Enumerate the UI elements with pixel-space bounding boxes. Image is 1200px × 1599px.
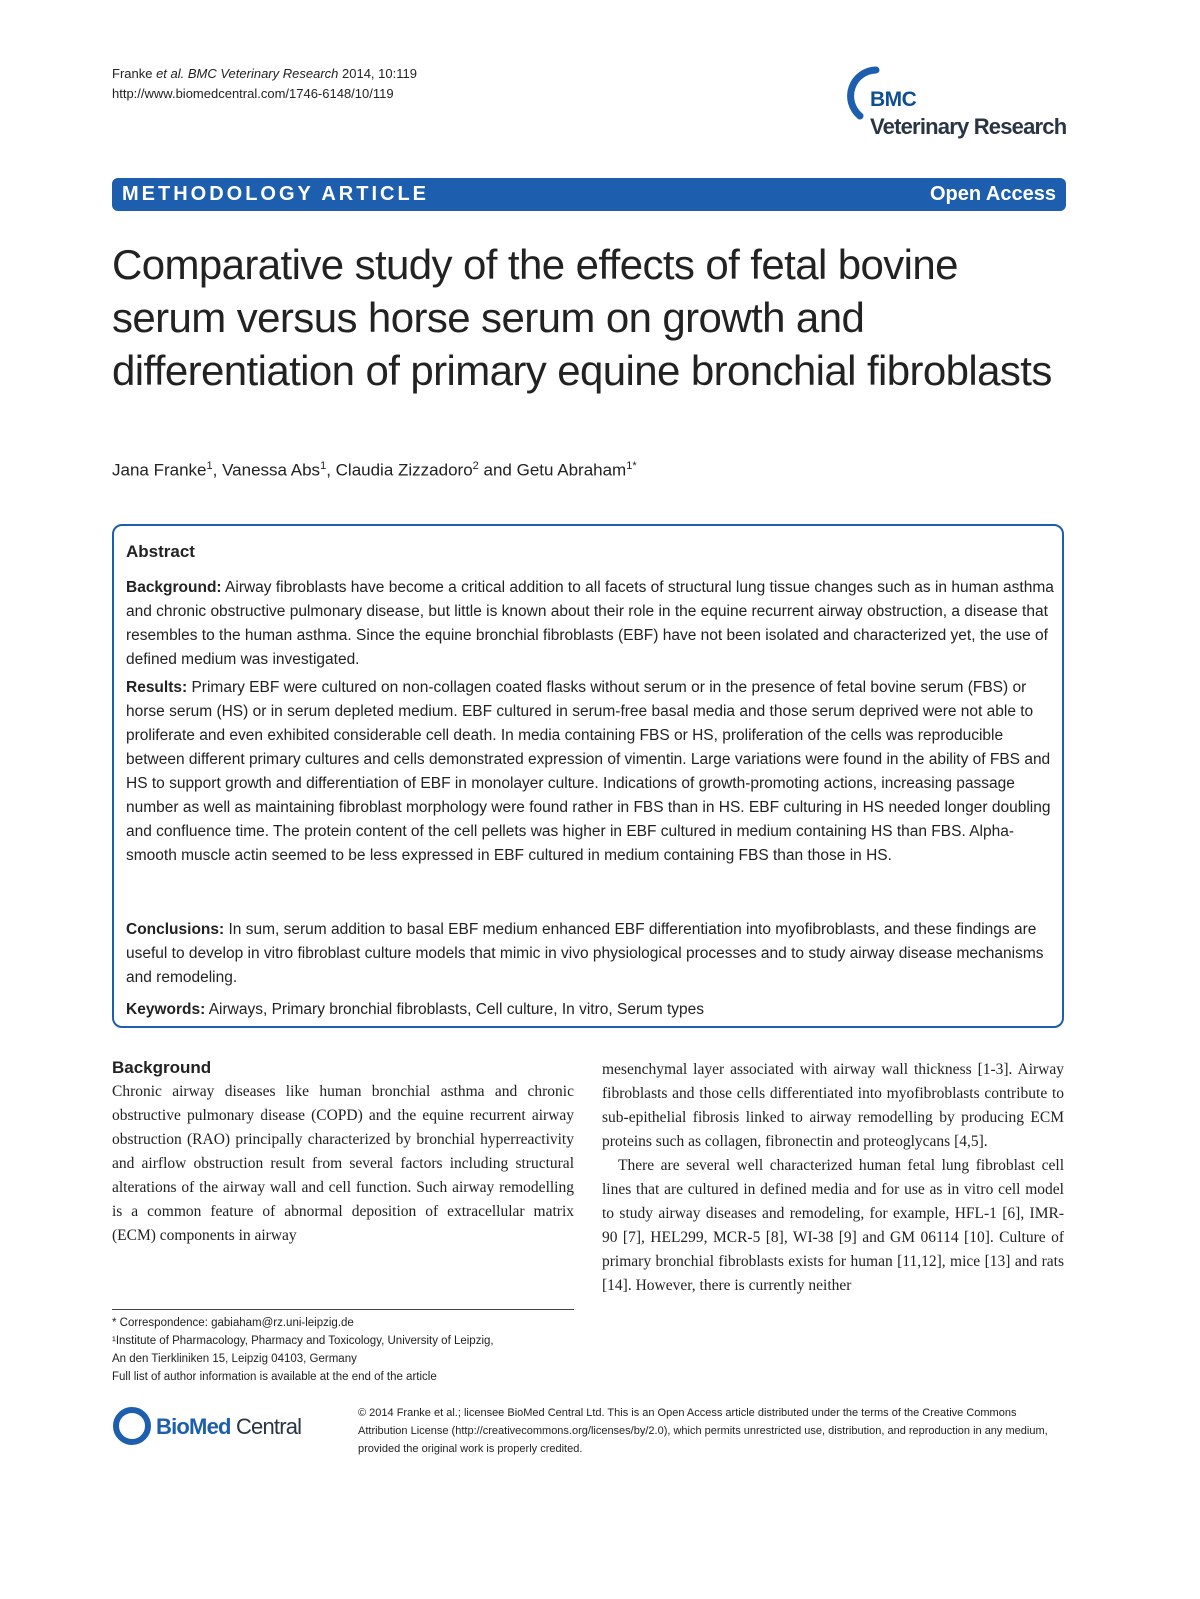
correspondence-email[interactable]: * Correspondence: gabiaham@rz.uni-leipzig.de (112, 1317, 354, 1329)
citation-header (112, 64, 417, 104)
body-paragraph: Chronic airway diseases like human bronchial asthma and chronic obstructive pulmonary disease (COPD) and the equine recurrent airway obstruction (RAO) principally characterized by bronchial hyperreactivity and airflow obstruction result from several factors including structural alterations of the airway wall and cell function. Such airway remodelling is a common feature of abnormal deposition of extracellular matrix (ECM) components in airway (112, 1083, 574, 1244)
logo-bmc-text: BMC (870, 88, 917, 111)
affiliation: ¹Institute of Pharmacology, Pharmacy and Toxicology, University of Leipzig, (112, 1335, 494, 1347)
footnotes (112, 1314, 582, 1386)
abstract-conclusions: Conclusions: In sum, serum addition to basal EBF medium enhanced EBF differentiation into myofibroblasts, and these findings are useful to develop in vitro fibroblast culture models that mimic in vivo physiological processes and to study airway disease mechanisms and remodeling. (126, 921, 1044, 986)
abstract-keywords: Keywords: Airways, Primary bronchial fibroblasts, Cell culture, In vitro, Serum types (126, 1001, 705, 1018)
article-title: Comparative study of the effects of fetal bovine serum versus horse serum on growth and differentiation of primary equine bronchial fibroblasts (112, 241, 1052, 394)
citation-line-1: Franke et al. BMC Veterinary Research 2014, 10:119 (112, 66, 417, 81)
author-name[interactable]: Getu Abraham (516, 460, 627, 480)
license-text: © 2014 Franke et al.; licensee BioMed Central Ltd. This is an Open Access article distributed under the terms of the Creative Commons Attribution License (http://creativecommons.org/licenses/by/2.0), which permits unrestricted use, distribution, and reproduction in any medium, provided the original work is properly credited. (358, 1407, 1048, 1455)
body-column-right (602, 1058, 1064, 1298)
abstract-results: Results: Primary EBF were cultured on non-collagen coated flasks without serum or in the presence of fetal bovine serum (FBS) or horse serum (HS) or in serum depleted medium. EBF cultured in serum-free basal media and those serum deprived were not able to proliferate and even exhibited considerable cell death. In media containing FBS or HS, proliferation of the cells was reproducible between different primary cultures and cells demonstrated expression of vimentin. Large variations were found in the ability of FBS and HS to support growth and differentiation of EBF in monolayer culture. Indications of growth-promoting actions, increasing passage number as well as maintaining fibroblast morphology were found rather in FBS than in HS. EBF culturing in HS needed longer doubling and confluence time. The protein content of the cell pellets was higher in EBF cultured in medium containing HS than FBS. Alpha-smooth muscle actin seemed to be less expressed in EBF cultured in medium containing FBS than those in HS. (126, 679, 1051, 864)
article-type-band (112, 178, 1066, 211)
author-info-note: Full list of author information is available at the end of the article (112, 1371, 437, 1383)
author-list: Jana Franke$^1$, Vanessa Abs$^1$, Claudia Zizzadoro$^2$ and Getu Abraham$^{1*}$ (112, 460, 637, 480)
body-paragraph: mesenchymal layer associated with airway wall thickness [1-3]. Airway fibroblasts and those cells differentiated into myofibroblasts contribute to sub-epithelial fibrosis linked to airway remodelling by producing ECM proteins such as collagen, fibronectin and proteoglycans [4,5]. (602, 1061, 1064, 1150)
biomed-circle-icon (112, 1404, 152, 1448)
author-name[interactable]: Claudia Zizzadoro (335, 460, 473, 480)
section-heading-background: Background (112, 1058, 212, 1077)
affiliation-address: An den Tierkliniken 15, Leipzig 04103, Germany (112, 1353, 357, 1365)
footnote-divider (112, 1309, 574, 1310)
publisher-logo (112, 1404, 342, 1448)
author-name[interactable]: Jana Franke (112, 460, 207, 480)
body-paragraph: There are several well characterized human fetal lung fibroblast cell lines that are cultured in defined media and for use as in vitro cell model to study airway diseases and remodeling, for example, HFL-1 [6], IMR-90 [7], HEL299, MCR-5 [8], WI-38 [9] and GM 06114 [10]. Culture of primary bronchial fibroblasts exists for human [11,12], mice [13] and rats [14]. However, there is currently neither (602, 1157, 1064, 1294)
journal-logo (846, 66, 1076, 146)
publisher-name: BioMed Central (156, 1414, 302, 1439)
body-column-left (112, 1058, 574, 1248)
abstract-heading: Abstract (126, 542, 195, 561)
open-access-label: Open Access (930, 183, 1056, 205)
citation-url[interactable]: http://www.biomedcentral.com/1746-6148/10/119 (112, 86, 394, 101)
article-type-label: METHODOLOGY ARTICLE (122, 183, 429, 205)
author-name[interactable]: Vanessa Abs (222, 460, 321, 480)
logo-journal-text: Veterinary Research (870, 114, 1067, 139)
abstract-background: Background: Airway fibroblasts have become a critical addition to all facets of structural lung tissue changes such as in human asthma and chronic obstructive pulmonary disease, but little is known about their role in the equine recurrent airway obstruction, a disease that resembles to the human asthma. Since the equine bronchial fibroblasts (EBF) have not been isolated and characterized yet, the use of defined medium was investigated. (126, 579, 1054, 668)
abstract-box (112, 524, 1064, 1028)
